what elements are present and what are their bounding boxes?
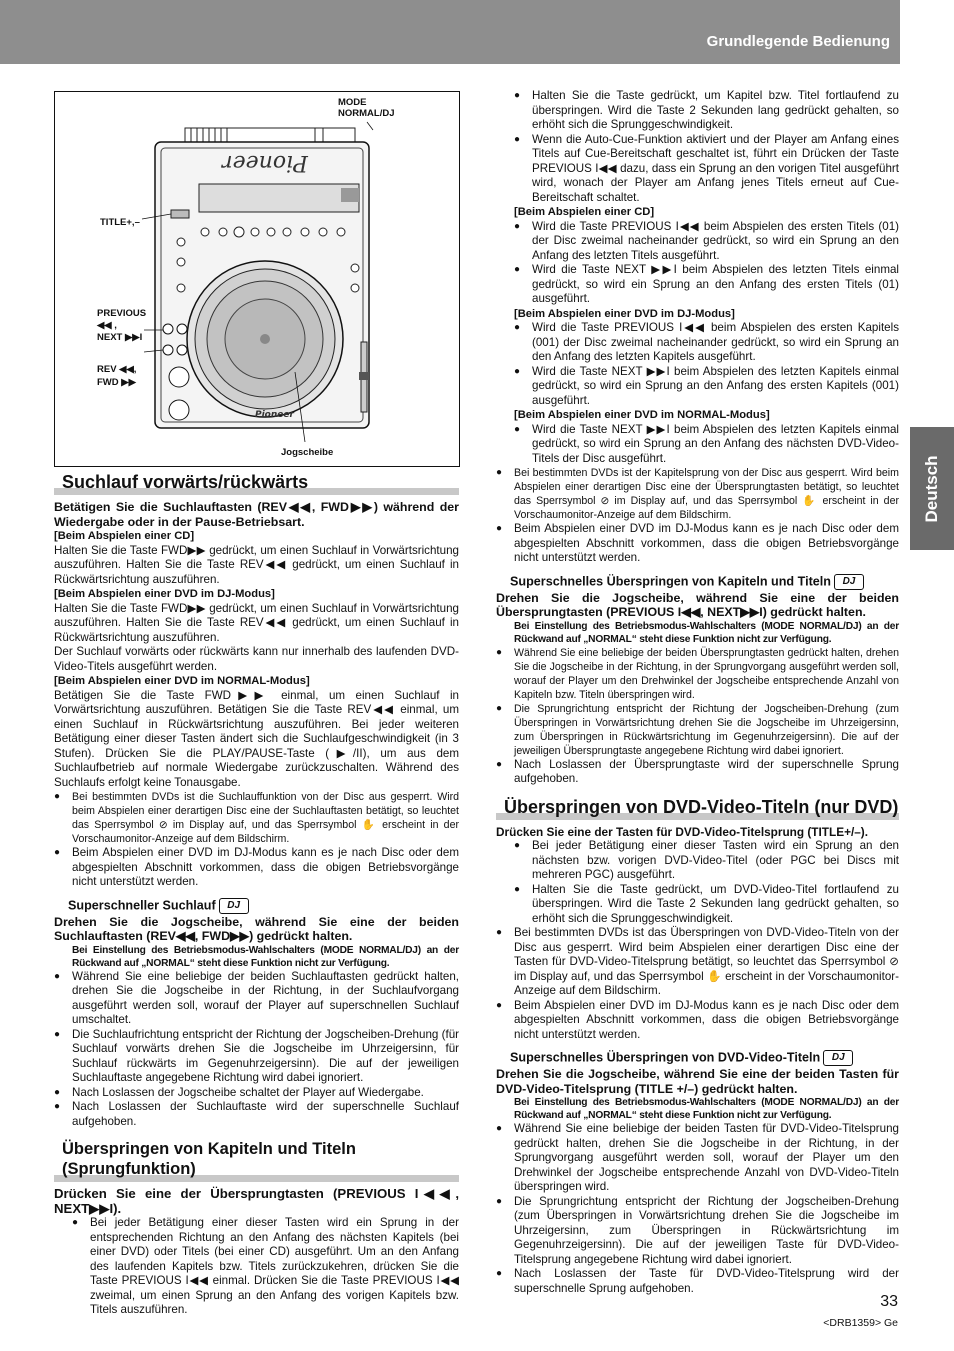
dj-mode-text-2: Der Suchlauf vorwärts oder rückwärts kann nur innerhalb des laufenden DVD-Video-Titels ausgeführt werden.	[54, 645, 459, 673]
svg-text:Pioneer: Pioneer	[255, 410, 294, 420]
lead-title-skip: Drücken Sie eine der Tasten für DVD-Video-Titelsprung (TITLE+/–).	[496, 824, 868, 839]
list-item: ● Nach Loslassen der Übersprungtaste wird der superschnelle Sprung aufgehoben.	[496, 758, 899, 787]
list-item: ● Während Sie eine beliebige der beiden Suchlauftasten gedrückt halten, drehen Sie die Jogscheibe in der Richtung, in der Suchlaufvorgang ausgeführt werden soll, worauf der Player auf superschnellen Suchlauf umschaltet.	[54, 970, 459, 1028]
section-title: Grundlegende Bedienung	[706, 33, 890, 50]
heading-fast-search-text: Superschneller Suchlauf	[68, 897, 216, 912]
lead-search: Betätigen Sie die Suchlauftasten (REV◀◀, FWD▶▶) während der Wiedergabe oder in der Pause-Betriebsart.	[54, 500, 459, 529]
heading-fast-skip	[510, 574, 899, 590]
label-rev: REV ◀◀,	[97, 364, 137, 375]
heading-fast-search	[68, 898, 459, 914]
dj-mode-heading: [Beim Abspielen einer DVD im DJ-Modus]	[514, 307, 735, 320]
list-item: ● Bei jeder Betätigung einer dieser Tasten wird ein Sprung an den nächsten bzw. vorigen DVD-Video-Titel (oder PGC bei Discs mit mehreren PGC) ausgeführt.	[496, 839, 899, 883]
heading-search: Suchlauf vorwärts/rückwärts	[54, 472, 459, 492]
list-item: ● Während Sie eine beliebige der beiden Übersprungtasten gedrückt halten, drehen Sie die Jogscheibe in der Richtung, in der Sprungvorgang ausgeführt werden soll, worauf der Player um den Drehwinkel der Jogscheibe entsprechende Anzahl von Kapiteln bzw. Titeln überspringen wird.	[496, 646, 899, 702]
dj-mode-icon: DJ	[219, 898, 249, 914]
dj-player-illustration	[55, 92, 459, 466]
dj-mode-icon: DJ	[823, 1050, 853, 1066]
label-previous-symbol: ◀◀ ,	[97, 320, 117, 331]
right-column	[496, 89, 899, 1296]
page-number: 33	[880, 1293, 898, 1310]
note-normal-mode: Bei Einstellung des Betriebsmodus-Wahlschalters (MODE NORMAL/DJ) an der Rückwand auf „NORMAL“ steht diese Funktion nicht zur Verfügung.	[72, 944, 459, 969]
header-bar	[0, 0, 900, 64]
note-normal-mode: Bei Einstellung des Betriebsmodus-Wahlschalters (MODE NORMAL/DJ) an der Rückwand auf „NORMAL“ steht diese Funktion nicht zur Verfügung.	[514, 620, 899, 645]
cd-text: Halten Sie die Taste FWD▶▶ gedrückt, um einen Suchlauf in Vorwärtsrichtung auszuführen. Halten Sie die Taste REV◀◀ gedrückt, um einen Suchlauf in Rückwärtsrichtung auszuführen.	[54, 543, 459, 586]
lead-fast-search: Drehen Sie die Jogscheibe, während Sie eine der beiden Suchlauftasten (REV◀◀, FWD▶▶) gedrückt halten.	[54, 914, 459, 943]
list-item: ● Die Sprungrichtung entspricht der Richtung der Jogscheiben-Drehung (zum Überspringen in Vorwärtsrichtung drehen Sie die Jogscheibe im Uhrzeigersinn, zum Überspringen in Rückwärtsrichtung im Gegenuhrzeigersinn). Die auf der jeweiligen Taste für DVD-Video-Titelsprung angegebene Richtung wird dabei ignoriert.	[496, 1195, 899, 1268]
list-item: ● Während Sie eine beliebige der beiden Tasten für DVD-Video-Titelsprung gedrückt halten, drehen Sie die Jogscheibe in der Richtung, in der Sprungvorgang ausgeführt werden soll, worauf der Player um den Drehwinkel der Jogscheibe entsprechende Anzahl von DVD-Video-Titeln überspringen wird.	[496, 1122, 899, 1195]
heading-title-skip: Überspringen von DVD-Video-Titeln (nur DVD)	[496, 797, 899, 817]
label-next: NEXT ▶▶I	[97, 332, 143, 343]
lead-fast-title-skip: Drehen Sie die Jogscheibe, während Sie eine der beiden Tasten für DVD-Video-Titelsprung (TITLE +/–) gedrückt halten.	[496, 1067, 899, 1096]
heading-skip: Überspringen von Kapiteln und Titeln (Sprungfunktion)	[54, 1139, 459, 1179]
label-mode: MODE	[338, 97, 367, 108]
list-item: ● Bei jeder Betätigung einer dieser Tasten wird ein Sprung in der entsprechenden Richtung an den Anfang des nächsten Kapitels (bei einer DVD) oder Titels (bei einer CD) ausgeführt. Um an den Anfang des laufenden Kapitels bzw. Titels zurückzukehren, drücken Sie die Taste PREVIOUS I◀◀ einmal. Drücken Sie die Taste PREVIOUS I◀◀ zweimal, um einen Sprung an den Anfang des vorigen Kapitels bzw. Titels auszuführen.	[54, 1216, 459, 1318]
label-title: TITLE+,–	[100, 217, 140, 228]
list-item: ● Beim Abspielen einer DVD im DJ-Modus kann es je nach Disc oder dem abgespielten Abschnitt vorkommen, dass die obigen Betriebsvorgänge nicht unterstützt werden.	[496, 522, 899, 566]
heading-fast-title-skip-text: Superschnelles Überspringen von DVD-Video-Titeln	[510, 1050, 821, 1065]
dj-mode-heading: [Beim Abspielen einer DVD im DJ-Modus]	[54, 588, 275, 600]
label-fwd: FWD ▶▶	[97, 377, 136, 388]
list-item: ● Beim Abspielen einer DVD im DJ-Modus kann es je nach Disc oder dem abgespielten Abschnitt vorkommen, dass die obigen Betriebsvorgänge nicht unterstützt werden.	[54, 846, 459, 890]
list-item: ● Die Sprungrichtung entspricht der Richtung der Jogscheiben-Drehung (zum Überspringen in Vorwärtsrichtung drehen Sie die Jogscheibe im Uhrzeigersinn, zum Überspringen in Rückwärtsrichtung im Gegenuhrzeigersinn). Die auf der jeweiligen Übersprungtaste angegebene Richtung wird dabei ignoriert.	[496, 702, 899, 758]
list-item: ● Nach Loslassen der Suchlauftaste wird der superschnelle Suchlauf aufgehoben.	[54, 1100, 459, 1129]
list-item: ● Wird die Taste PREVIOUS I◀◀ beim Abspielen des ersten Titels (01) der Disc zweimal nacheinander gedrückt, so wird ein Sprung an den Anfang des letzten Titels ausgeführt.	[496, 220, 899, 264]
list-item: ● Bei bestimmten DVDs ist das Überspringen von DVD-Video-Titeln von der Disc aus gesperrt. Wird beim Abspielen einer derartigen Disc eine der Tasten für DVD-Video-Titelsprung betätigt, so leuchtet das Sperrsymbol ⊘ im Display auf, und das Sperrsymbol ✋ erscheint in der Vorschaumonitor-Anzeige auf dem Bildschirm.	[496, 926, 899, 999]
dj-mode-text: Halten Sie die Taste FWD▶▶ gedrückt, um einen Suchlauf in Vorwärtsrichtung auszuführen. Halten Sie die Taste REV◀◀ gedrückt, um einen Suchlauf in Rückwärtsrichtung auszuführen.	[54, 601, 459, 644]
list-item: ● Beim Abspielen einer DVD im DJ-Modus kann es je nach Disc oder dem abgespielten Abschnitt vorkommen, dass die obigen Betriebsvorgänge nicht unterstützt werden.	[496, 999, 899, 1043]
lead-fast-skip: Drehen Sie die Jogscheibe, während Sie eine der beiden Übersprungtasten (PREVIOUS I◀◀, NEXT▶▶I) gedrückt halten.	[496, 590, 899, 619]
normal-mode-heading: [Beim Abspielen einer DVD im NORMAL-Modus]	[54, 675, 310, 687]
list-item: ● Halten Sie die Taste gedrückt, um DVD-Video-Titel fortlaufend zu überspringen. Wird die Taste 2 Sekunden lang gedrückt gehalten, so erhöht sich die Sprunggeschwindigkeit.	[496, 883, 899, 927]
list-item: ● Wenn die Auto-Cue-Funktion aktiviert und der Player am Anfang eines Titels auf Cue-Bereitschaft geschaltet ist, führt ein Drücken der Taste PREVIOUS I◀◀ dazu, dass ein Sprung an den vorigen Titel ausgeführt wird, wonach der Player am Anfang jenes Titels erneut auf Cue-Bereitschaft schaltet.	[496, 133, 899, 206]
left-column	[54, 466, 459, 1318]
label-mode-normal-dj: NORMAL/DJ	[338, 108, 395, 119]
language-tab	[910, 427, 954, 550]
label-jogscheibe: Jogscheibe	[281, 447, 334, 458]
svg-text:Pioneer: Pioneer	[222, 150, 308, 175]
list-item: ● Wird die Taste NEXT ▶▶I beim Abspielen des letzten Titels einmal gedrückt, so wird ein Sprung an den Anfang des ersten Titels (01) ausgeführt.	[496, 263, 899, 307]
normal-mode-heading: [Beim Abspielen einer DVD im NORMAL-Modus]	[514, 409, 770, 421]
list-item: ● Die Suchlaufrichtung entspricht der Richtung der Jogscheiben-Drehung (für Suchlauf vorwärts drehen Sie die Jogscheibe im Uhrzeigersinn, für Suchlauf rückwärts im Gegenuhrzeigersinn). Die auf der jeweiligen Suchlauftaste angegebene Richtung wird dabei ignoriert.	[54, 1028, 459, 1086]
list-item: ● Wird die Taste NEXT ▶▶I beim Abspielen des letzten Kapitels einmal gedrückt, so wird ein Sprung an den Anfang des ersten Kapitels (001) ausgeführt.	[496, 365, 899, 409]
lead-skip: Drücken Sie eine der Übersprungtasten (PREVIOUS I◀◀, NEXT▶▶I).	[54, 1186, 459, 1216]
normal-mode-text: Betätigen Sie die Taste FWD▶▶ einmal, um einen Suchlauf in Vorwärtsrichtung auszuführen. Betätigen Sie die Taste REV◀◀ einmal, um einen Suchlauf in Rückwärtsrichtung auszuführen. Bei jeder weiteren Betätigung einer dieser Tasten ändert sich die Suchlaufgeschwindigkeit (in 3 Stufen). Drücken Sie die PLAY/PAUSE-Taste (▶/II), um aus dem Suchlaufbetrieb auf normale Wiedergabe zurückzuschalten. Während des Suchlaufs erfolgt keine Tonausgabe.	[54, 688, 459, 789]
language-tab-label: Deutsch	[922, 454, 941, 523]
list-item: ● Wird die Taste PREVIOUS I◀◀ beim Abspielen des ersten Kapitels (001) der Disc zweimal nacheinander gedrückt, so wird ein Sprung an den Anfang des letzten Kapitels ausgeführt.	[496, 321, 899, 365]
list-item: ● Bei bestimmten DVDs ist der Kapitelsprung von der Disc aus gesperrt. Wird beim Abspielen einer derartigen Disc eine der Übersprungtasten betätigt, so leuchtet das Sperrsymbol ⊘ im Display auf, und das Sperrsymbol ✋ erscheint in der Vorschaumonitor-Anzeige auf dem Bildschirm.	[496, 466, 899, 522]
list-item: ● Bei bestimmten DVDs ist die Suchlauffunktion von der Disc aus gesperrt. Wird beim Abspielen einer derartigen Disc eine der Suchlauftasten betätigt, so leuchtet das Sperrsymbol ⊘ im Display auf, und das Sperrsymbol ✋ erscheint in der Vorschaumonitor-Anzeige auf dem Bildschirm.	[54, 790, 459, 846]
cd-heading: [Beim Abspielen einer CD]	[514, 206, 655, 218]
document-code: <DRB1359> Ge	[823, 1317, 898, 1329]
list-item: ● Nach Loslassen der Taste für DVD-Video-Titelsprung wird der superschnelle Sprung aufgehoben.	[496, 1267, 899, 1296]
list-item: ● Nach Loslassen der Jogscheibe schaltet der Player auf Wiedergabe.	[54, 1086, 459, 1101]
list-item: ● Halten Sie die Taste gedrückt, um Kapitel bzw. Titel fortlaufend zu überspringen. Wird die Taste 2 Sekunden lang gedrückt gehalten, so erhöht sich die Sprunggeschwindigkeit.	[496, 89, 899, 133]
list-item: ● Wird die Taste NEXT ▶▶I beim Abspielen des letzten Kapitels einmal gedrückt, so wird ein Sprung an den Anfang des nächsten DVD-Video-Titels der Disc ausgeführt.	[496, 423, 899, 467]
label-previous: PREVIOUS	[97, 308, 147, 319]
cd-heading: [Beim Abspielen einer CD]	[54, 530, 195, 542]
note-normal-mode: Bei Einstellung des Betriebsmodus-Wahlschalters (MODE NORMAL/DJ) an der Rückwand auf „NORMAL“ steht diese Funktion nicht zur Verfügung.	[514, 1097, 899, 1121]
dj-mode-icon: DJ	[834, 574, 864, 590]
device-figure	[54, 91, 460, 467]
heading-fast-skip-text: Superschnelles Überspringen von Kapiteln und Titeln	[510, 573, 831, 588]
heading-fast-title-skip	[510, 1050, 899, 1066]
